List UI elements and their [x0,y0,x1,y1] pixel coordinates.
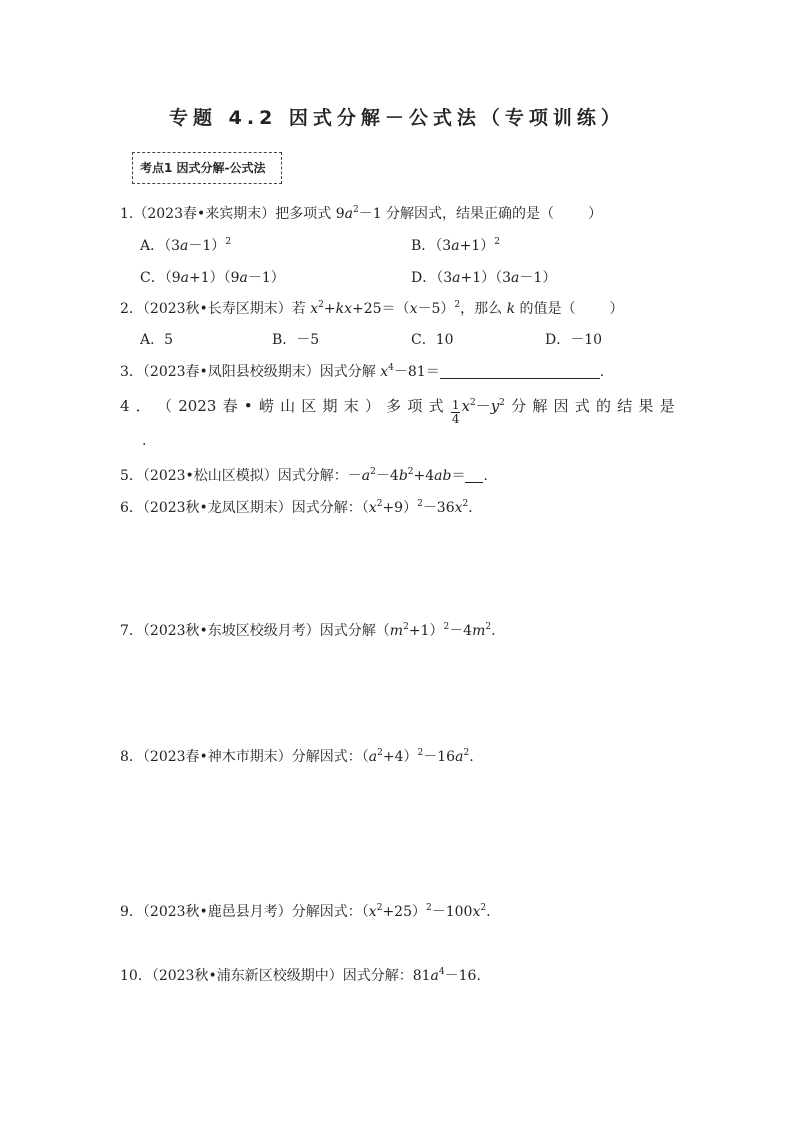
question-7: 7．（2023秋•东坡区校级月考）因式分解$(m^2+1)^2-4m^2$. [120,622,496,639]
question-10: 10．（2023秋•浦东新区校级期中）因式分解：$81a^4-16$. [120,967,481,984]
question-5: 5．（2023•松山区模拟）因式分解：$-a^2-4b^2+4ab=$ . [120,467,488,484]
question-6: 6．（2023秋•龙凤区期末）因式分解：$(x^2+9)^2-36x^2$. [120,499,473,516]
q2-option-a: A．5 [140,332,174,348]
question-1: 1.（2023春•来宾期末）把多项式 $9a^2-1$ 分解因式，结果正确的是（ ） [120,205,603,222]
q2-option-d: D．－10 [545,332,603,348]
page-title: 专题 4.2 因式分解－公式法（专项训练） [169,107,625,129]
q1-option-b: B．$(3a+1)^2$ [411,237,500,254]
question-2: 2．（2023秋•长寿区期末）若 $x^2+kx+25=(x-5)^2$，那么 k 的值是（ ） [120,300,624,317]
q1-option-a: A．$(3a-1)^2$ [140,237,232,254]
answer-blank[interactable] [440,364,600,379]
question-4: 4 ． （ 2023 春 • 崂 山 区 期 末 ） 多 项 式 $\frac{1}{4}$ $x^2-y^2$ 分 解 因 式 的 结 果 是 [120,397,675,426]
answer-blank[interactable] [465,468,483,483]
q2-option-c: C．10 [411,332,454,348]
q1-option-c: C．（9a+1）（9a－1） [140,270,285,286]
question-3: 3．（2023春•凤阳县校级期末）因式分解 $x^4-81=$ . [120,363,605,380]
section-label-box [132,152,282,184]
section-label: 考点1 因式分解-公式法 [140,161,266,175]
question-8: 8．（2023春•神木市期末）分解因式：$(a^2+4)^2-16a^2$. [120,748,474,765]
q1-option-d: D．（3a+1）（3a－1） [411,270,557,286]
q4-blank-dot: . [142,433,147,449]
q2-option-b: B．－5 [272,332,320,348]
fraction-one-quarter: $\frac{1}{4}$ [451,398,460,426]
question-9: 9．（2023秋•鹿邑县月考）分解因式：$(x^2+25)^2-100x^2$. [120,903,491,920]
